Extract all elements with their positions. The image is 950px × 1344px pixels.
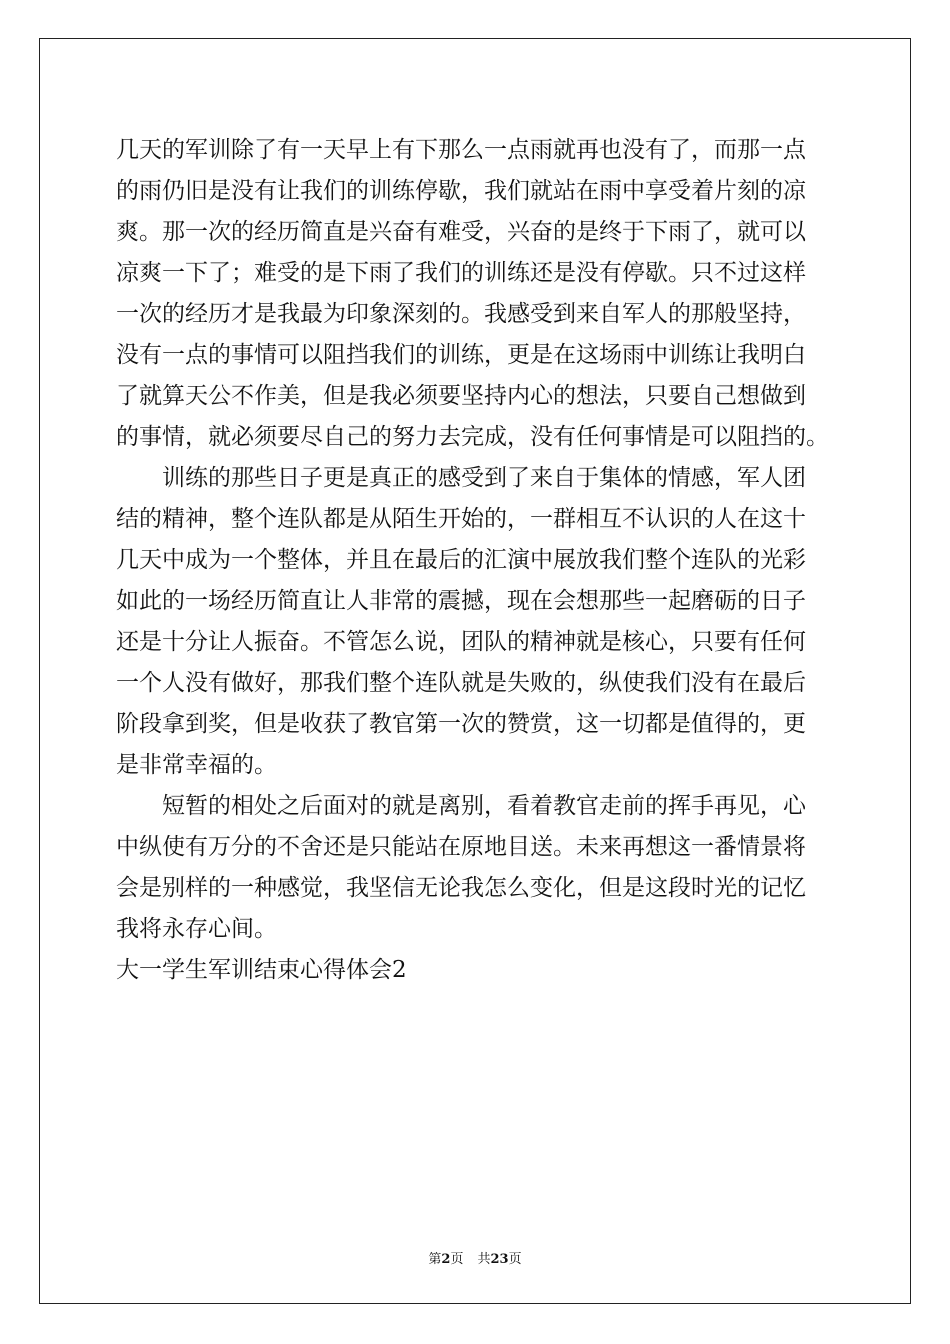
text-line: 我将永存心间。 [116, 916, 277, 942]
text-line: 一次的经历才是我最为印象深刻的。我感受到来自军人的那般坚持， [116, 301, 806, 327]
total-label-suffix: 页 [508, 1252, 522, 1267]
text-line: 没有一点的事情可以阻挡我们的训练，更是在这场雨中训练让我明白 [116, 342, 806, 368]
text-line: 凉爽一下了；难受的是下雨了我们的训练还是没有停歇。只不过这样 [116, 260, 806, 286]
total-pages: 23 [490, 1252, 509, 1267]
text-line: 是非常幸福的。 [116, 752, 277, 778]
text-line: 一个人没有做好，那我们整个连队就是失败的，纵使我们没有在最后 [116, 670, 806, 696]
page-footer [0, 1248, 950, 1267]
text-line: 几天中成为一个整体，并且在最后的汇演中展放我们整个连队的光彩 [116, 547, 806, 573]
text-line: 短暂的相处之后面对的就是离别，看着教官走前的挥手再见，心 [162, 793, 806, 819]
text-line: 的事情，就必须要尽自己的努力去完成，没有任何事情是可以阻挡的。 [116, 424, 829, 450]
text-line: 还是十分让人振奋。不管怎么说，团队的精神就是核心，只要有任何 [116, 629, 806, 655]
text-line: 了就算天公不作美，但是我必须要坚持内心的想法，只要自己想做到 [116, 383, 806, 409]
text-line: 阶段拿到奖，但是收获了教官第一次的赞赏，这一切都是值得的，更 [116, 711, 806, 737]
section-heading: 大一学生军训结束心得体会2 [116, 957, 407, 983]
text-line: 训练的那些日子更是真正的感受到了来自于集体的情感，军人团 [162, 465, 806, 491]
text-line: 爽。那一次的经历简直是兴奋有难受，兴奋的是终于下雨了，就可以 [116, 219, 806, 245]
text-line: 如此的一场经历简直让人非常的震撼，现在会想那些一起磨砺的日子 [116, 588, 806, 614]
text-line: 的雨仍旧是没有让我们的训练停歇，我们就站在雨中享受着片刻的凉 [116, 178, 806, 204]
document-body [116, 130, 848, 991]
page-label-suffix: 页 [450, 1252, 464, 1267]
text-line: 会是别样的一种感觉，我坚信无论我怎么变化，但是这段时光的记忆 [116, 875, 806, 901]
page-number: 2 [441, 1252, 451, 1267]
text-line: 中纵使有万分的不舍还是只能站在原地目送。未来再想这一番情景将 [116, 834, 806, 860]
text-line: 几天的军训除了有一天早上有下那么一点雨就再也没有了，而那一点 [116, 137, 806, 163]
page-label-prefix: 第 [428, 1252, 442, 1267]
text-line: 结的精神，整个连队都是从陌生开始的，一群相互不认识的人在这十 [116, 506, 806, 532]
total-label-prefix: 共 [477, 1252, 491, 1267]
